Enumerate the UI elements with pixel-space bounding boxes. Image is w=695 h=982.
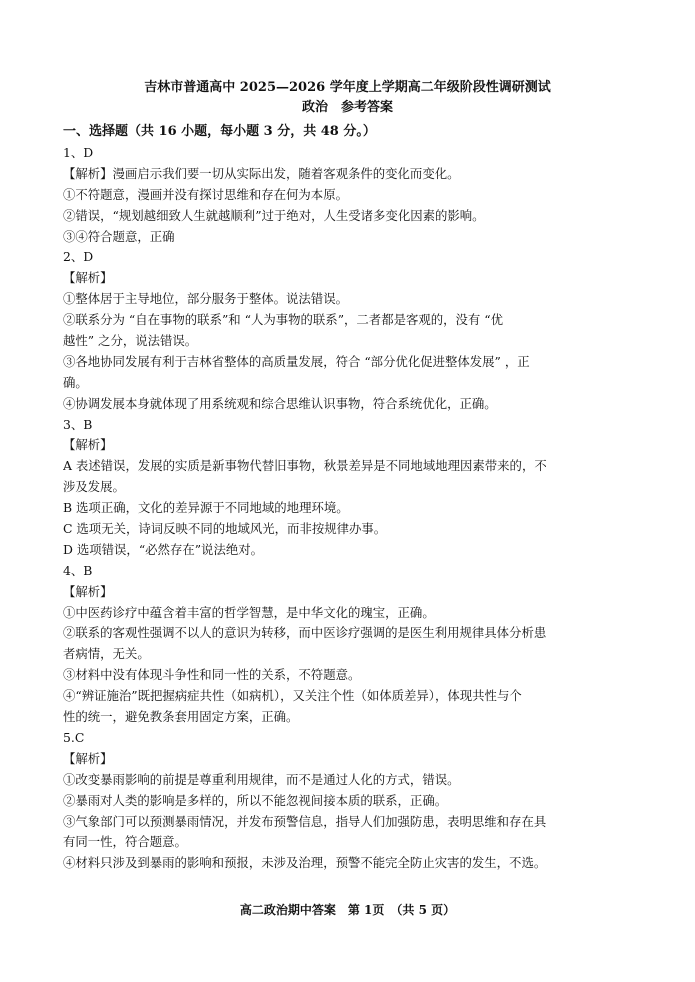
analysis-label: 【解析】 (63, 437, 113, 453)
analysis-line: B 选项正确，文化的差异源于不同地域的地理环境。 (63, 500, 349, 516)
analysis-line: ①不符题意，漫画并没有探讨思维和存在何为本原。 (63, 186, 348, 202)
analysis-line: 确。 (63, 374, 88, 390)
document-title: 吉林市普通高中 2025—2026 学年度上学期高二年级阶段性调研测试 (144, 80, 551, 95)
analysis-line: ④协调发展本身就体现了用系统观和综合思维认识事物，符合系统优化，正确。 (63, 395, 497, 411)
analysis-line: ③气象部门可以预测暴雨情况，并发布预警信息，指导人们加强防患，表明思维和存在具 (63, 813, 547, 829)
analysis-line: ②暴雨对人类的影响是多样的，所以不能忽视间接本质的联系，正确。 (63, 792, 448, 808)
analysis-line: ②联系分为 “自在事物的联系”和 “人为事物的联系”，二者都是客观的，没有 “优 (63, 312, 503, 328)
analysis-line: 者病情，无关。 (63, 646, 150, 662)
document-subtitle: 政治 参考答案 (301, 100, 393, 115)
analysis-line: ④“辨证施治”既把握病症共性（如病机），又关注个性（如体质差异），体现共性与个 (63, 688, 522, 704)
section-header: 一、选择题（共 16 小题，每小题 3 分，共 48 分。） (63, 124, 376, 139)
analysis-line: 越性” 之分，说法错误。 (63, 333, 198, 349)
analysis-label: 【解析】 (63, 270, 113, 286)
answer-number-1: 1、D (63, 145, 94, 160)
analysis-line: 性的统一，避免教条套用固定方案，正确。 (63, 709, 299, 725)
analysis-line: C 选项无关，诗词反映不同的地域风光，而非按规律办事。 (63, 521, 387, 537)
analysis-label: 【解析】 (63, 750, 113, 766)
analysis-line: 涉及发展。 (63, 479, 125, 495)
analysis-line: D 选项错误，“必然存在”说法绝对。 (63, 541, 264, 557)
analysis-line: ②联系的客观性强调不以人的意识为转移，而中医诊疗强调的是医生利用规律具体分析患 (63, 625, 547, 641)
analysis-line: ①中医药诊疗中蕴含着丰富的哲学智慧，是中华文化的瑰宝，正确。 (63, 604, 435, 620)
analysis-label: 【解析】 (63, 583, 113, 599)
answer-number-5: 5.C (63, 729, 85, 745)
answer-number-4: 4、B (63, 562, 93, 578)
analysis-line: 有同一性，符合题意。 (63, 834, 187, 850)
analysis-line: ③材料中没有体现斗争性和同一性的关系，不符题意。 (63, 667, 361, 683)
analysis-line: A 表述错误，发展的实质是新事物代替旧事物，秋景差异是不同地域地理因素带来的，不 (63, 458, 547, 474)
answer-number-2: 2、D (63, 249, 94, 265)
analysis-line: ②错误，“规划越细致人生就越顺利”过于绝对，人生受诸多变化因素的影响。 (63, 207, 485, 223)
analysis-line: ③各地协同发展有利于吉林省整体的高质量发展，符合 “部分优化促进整体发展” ，正 (63, 353, 530, 369)
analysis-line: ④材料只涉及到暴雨的影响和预报，未涉及治理，预警不能完全防止灾害的发生，不选。 (63, 855, 547, 871)
answer-content (63, 143, 629, 874)
analysis-line: ①改变暴雨影响的前提是尊重利用规律，而不是通过人化的方式，错误。 (63, 771, 460, 787)
answer-number-3: 3、B (63, 416, 93, 432)
analysis-line: ①整体居于主导地位，部分服务于整体。说法错误。 (63, 291, 348, 307)
page-footer: 高二政治期中答案 第 1页 （共 5 页） (239, 903, 456, 917)
analysis-line: 【解析】漫画启示我们要一切从实际出发，随着客观条件的变化而变化。 (63, 165, 460, 181)
analysis-line: ③④符合题意，正确 (63, 228, 175, 244)
